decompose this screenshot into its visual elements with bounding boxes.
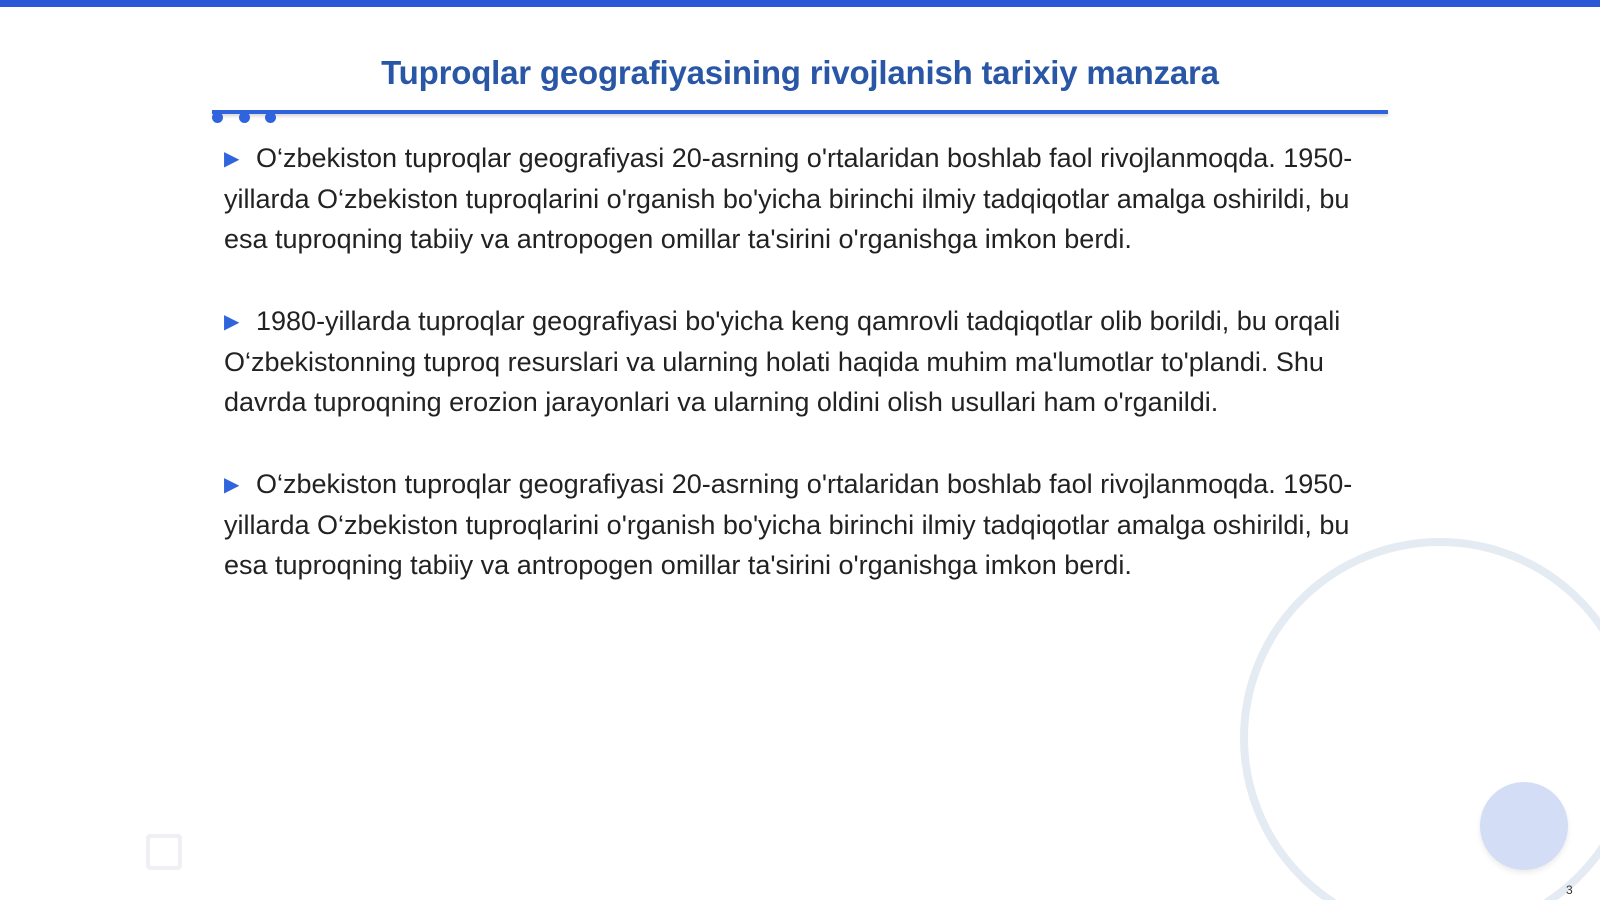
paragraph-text: 1980-yillarda tuproqlar geografiyasi bo'yicha keng qamrovli tadqiqotlar olib borildi, bu orqali O‘zbekistonning tuproq resurslari va ularning holati haqida muhim ma'lumotlar to'plandi. Shu davrda tuproqning erozion jarayonlari va ularning oldini olish usullari ham o'rganildi. [224, 306, 1341, 417]
slide-title: Tuproqlar geografiyasining rivojlanish tarixiy manzara [381, 54, 1219, 91]
triangle-right-icon: ▶ [224, 474, 240, 496]
page-number: 3 [1566, 883, 1573, 897]
title-underline [212, 110, 1388, 114]
bullet-paragraph [224, 464, 1364, 585]
triangle-right-icon: ▶ [224, 148, 240, 170]
decor-circle [1480, 782, 1568, 870]
triangle-right-icon: ▶ [224, 311, 240, 333]
bullet-paragraph [224, 138, 1364, 259]
paragraph-text: O‘zbekiston tuproqlar geografiyasi 20-asrning o'rtalaridan boshlab faol rivojlanmoqda. 1950-yillarda O‘zbekiston tuproqlarini o'rganish bo'yicha birinchi ilmiy tadqiqotlar amalga oshirildi, bu esa tuproqning tabiiy va antropogen omillar ta'sirini o'rganishga imkon berdi. [224, 143, 1353, 254]
decor-dot [239, 112, 250, 123]
top-accent-bar [0, 0, 1600, 7]
decor-dot [265, 112, 276, 123]
decor-dot [212, 112, 223, 123]
slide-content [224, 138, 1364, 627]
paragraph-text: O‘zbekiston tuproqlar geografiyasi 20-asrning o'rtalaridan boshlab faol rivojlanmoqda. 1950-yillarda O‘zbekiston tuproqlarini o'rganish bo'yicha birinchi ilmiy tadqiqotlar amalga oshirildi, bu esa tuproqning tabiiy va antropogen omillar ta'sirini o'rganishga imkon berdi. [224, 469, 1353, 580]
bullet-paragraph [224, 301, 1364, 422]
decor-square [146, 834, 182, 870]
